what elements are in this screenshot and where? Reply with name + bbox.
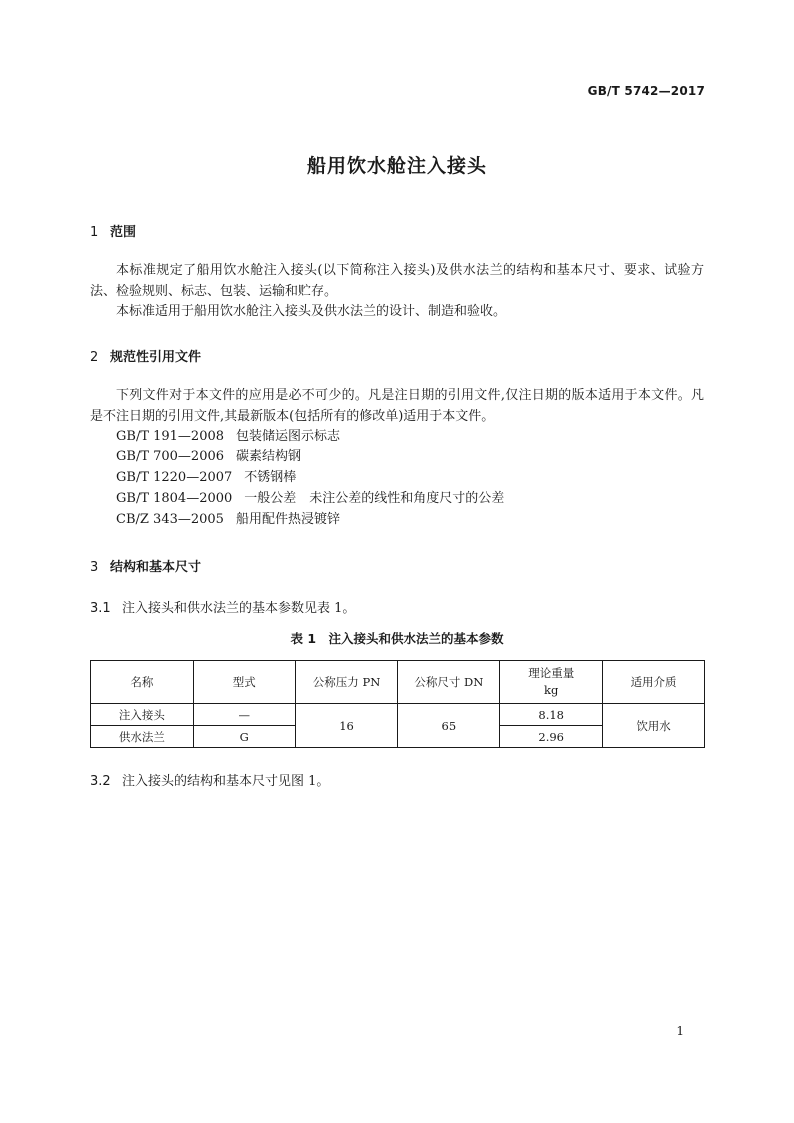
reference-code: GB/T 700—2006	[116, 449, 225, 464]
clause-number: 3.1	[90, 601, 111, 616]
page-number: 1	[676, 1024, 684, 1038]
reference-title: 一般公差 未注公差的线性和角度尺寸的公差	[244, 491, 505, 506]
reference-title: 不锈钢棒	[244, 470, 297, 485]
reference-code: GB/T 1220—2007	[116, 470, 233, 485]
section-title: 规范性引用文件	[110, 350, 202, 365]
section-title: 范围	[110, 225, 137, 240]
scope-paragraph-2: 本标准适用于船用饮水舱注入接头及供水法兰的设计、制造和验收。	[116, 304, 507, 319]
header-weight-unit: kg	[544, 683, 559, 697]
cell-nominal-pressure: 16	[295, 704, 398, 748]
reference-title: 包装储运图示标志	[236, 429, 341, 444]
section-number: 1	[90, 225, 99, 240]
reference-code: CB/Z 343—2005	[116, 512, 224, 527]
reference-item	[116, 510, 340, 530]
cell-weight: 2.96	[500, 726, 603, 748]
header-theoretical-weight	[500, 661, 603, 704]
header-medium: 适用介质	[603, 661, 705, 704]
cell-type: G	[193, 726, 295, 748]
scope-paragraph-1: 本标准规定了船用饮水舱注入接头(以下简称注入接头)及供水法兰的结构和基本尺寸、要求、试验方法、检验规则、标志、包装、运输和贮存。	[90, 263, 704, 299]
section-2-heading	[90, 346, 201, 365]
table-1-caption: 表 1 注入接头和供水法兰的基本参数	[290, 631, 504, 646]
header-nominal-pressure: 公称压力 PN	[295, 661, 398, 704]
header-type: 型式	[193, 661, 295, 704]
reference-code: GB/T 191—2008	[116, 429, 225, 444]
reference-item	[116, 447, 301, 467]
section-number: 2	[90, 350, 99, 365]
reference-code: GB/T 1804—2000	[116, 491, 233, 506]
cell-name: 注入接头	[91, 704, 194, 726]
header-weight-label: 理论重量	[528, 666, 575, 680]
clause-text: 注入接头的结构和基本尺寸见图 1。	[122, 774, 330, 789]
standard-code: GB/T 5742—2017	[587, 84, 705, 98]
table-header-row	[91, 661, 705, 704]
clause-number: 3.2	[90, 774, 111, 789]
section-title: 结构和基本尺寸	[110, 560, 202, 575]
section-1-heading	[90, 221, 136, 240]
section-3-heading	[90, 556, 201, 575]
document-title: 船用饮水舱注入接头	[306, 155, 487, 177]
reference-title: 碳素结构钢	[236, 449, 302, 464]
reference-title: 船用配件热浸镀锌	[235, 512, 340, 527]
normative-refs-intro: 下列文件对于本文件的应用是必不可少的。凡是注日期的引用文件,仅注日期的版本适用于本文件。凡是不注日期的引用文件,其最新版本(包括所有的修改单)适用于本文件。	[90, 388, 704, 424]
reference-item	[116, 489, 504, 509]
clause-3-2	[90, 770, 329, 789]
reference-item	[116, 468, 296, 488]
cell-nominal-size: 65	[398, 704, 500, 748]
section-number: 3	[90, 560, 99, 575]
cell-weight: 8.18	[500, 704, 603, 726]
clause-text: 注入接头和供水法兰的基本参数见表 1。	[122, 601, 356, 616]
header-name: 名称	[91, 661, 194, 704]
header-nominal-size: 公称尺寸 DN	[398, 661, 500, 704]
cell-name: 供水法兰	[91, 726, 194, 748]
reference-item	[116, 427, 340, 447]
parameters-table	[90, 660, 705, 748]
cell-medium: 饮用水	[603, 704, 705, 748]
cell-type: —	[193, 704, 295, 726]
table-row	[91, 704, 705, 726]
clause-3-1	[90, 597, 355, 616]
